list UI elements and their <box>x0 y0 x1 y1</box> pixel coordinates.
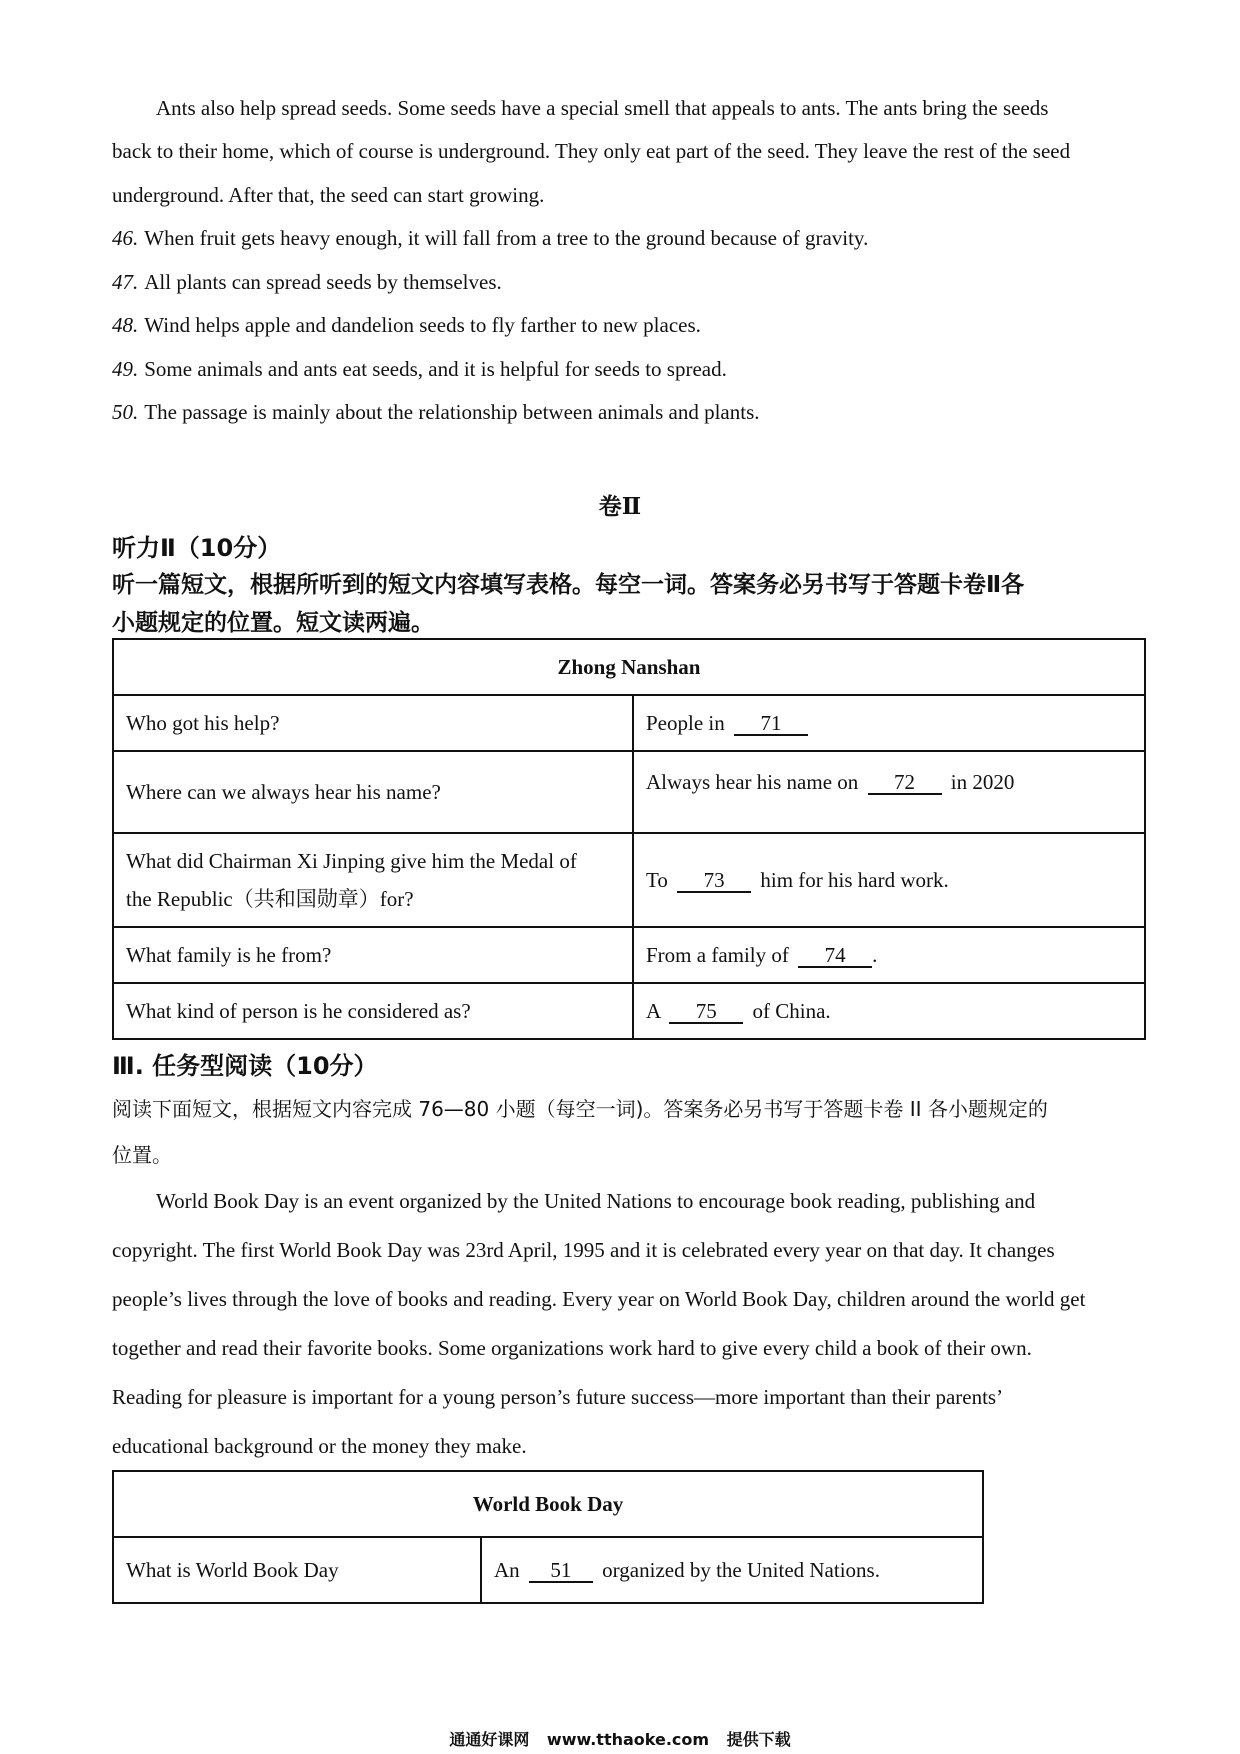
answer-prefix: Always hear his name on <box>646 770 859 794</box>
passage-line: together and read their favorite books. Some organizations work hard to give every child a book of their own. <box>112 1336 1032 1360</box>
footer-suffix: 提供下载 <box>726 1730 791 1749</box>
statement-49 <box>112 355 727 383</box>
statement-number: 49. <box>112 357 139 381</box>
statement-text: The passage is mainly about the relationship between animals and plants. <box>144 400 760 424</box>
statement-number: 48. <box>112 313 139 337</box>
table-row <box>113 833 1145 927</box>
passage-line: Reading for pleasure is important for a young person’s future success—more important than their parents’ <box>112 1385 1004 1409</box>
answer-suffix: organized by the United Nations. <box>602 1557 880 1582</box>
statement-number: 47. <box>112 270 139 294</box>
listening-instruction: 小题规定的位置。短文读两遍。 <box>112 610 434 636</box>
answer-prefix: People in <box>646 710 725 735</box>
passage-line: people’s lives through the love of books and reading. Every year on World Book Day, children around the world get <box>112 1287 1086 1311</box>
passage-line: educational background or the money they make. <box>112 1434 527 1458</box>
table-title: Zhong Nanshan <box>113 639 1145 695</box>
table-row <box>113 1537 983 1603</box>
listening-instruction: 听一篇短文，根据所听到的短文内容填写表格。每空一词。答案务必另书写于答题卡卷Ⅱ各 <box>112 572 1025 598</box>
statement-text: When fruit gets heavy enough, it will fall from a tree to the ground because of gravity. <box>144 226 869 250</box>
listening-table <box>112 638 1146 1040</box>
answer-suffix: him for his hard work. <box>760 867 949 892</box>
answer-blank: 75 <box>669 1000 743 1024</box>
table-row <box>113 927 1145 983</box>
answer-suffix: . <box>872 942 878 967</box>
page-footer <box>0 1727 1240 1750</box>
answer-prefix: An <box>494 1557 520 1582</box>
answer-prefix: To <box>646 867 668 892</box>
statement-text: Wind helps apple and dandelion seeds to fly farther to new places. <box>144 313 701 337</box>
listening-heading: 听力Ⅱ（10分） <box>112 534 282 562</box>
passage-line: back to their home, which of course is underground. They only eat part of the seed. They leave the rest of the seed <box>112 139 1071 163</box>
footer-url[interactable]: www.tthaoke.com <box>546 1730 710 1749</box>
statement-text: All plants can spread seeds by themselves. <box>144 270 502 294</box>
passage-line: copyright. The first World Book Day was 23rd April, 1995 and it is celebrated every year on that day. It changes <box>112 1238 1055 1262</box>
table-row <box>113 983 1145 1039</box>
answer-cell <box>633 833 1145 927</box>
question-cell: Who got his help? <box>113 695 633 751</box>
question-cell: What kind of person is he considered as? <box>113 983 633 1039</box>
table-row <box>113 751 1145 833</box>
statement-number: 50. <box>112 400 139 424</box>
answer-blank: 71 <box>734 712 808 736</box>
answer-blank: 73 <box>677 869 751 893</box>
statement-number: 46. <box>112 226 139 250</box>
answer-blank: 74 <box>798 944 872 968</box>
answer-blank: 51 <box>529 1559 593 1583</box>
question-line: the Republic（共和国勋章）for? <box>126 887 414 911</box>
table-row <box>113 695 1145 751</box>
question-cell: What family is he from? <box>113 927 633 983</box>
answer-prefix: From a family of <box>646 942 789 967</box>
answer-suffix: in 2020 <box>950 770 1015 794</box>
question-cell: Where can we always hear his name? <box>113 751 633 833</box>
answer-cell <box>633 927 1145 983</box>
footer-site-name: 通通好课网 <box>449 1730 530 1749</box>
table-title: World Book Day <box>113 1471 983 1537</box>
statement-47 <box>112 268 502 296</box>
world-book-day-table <box>112 1470 984 1604</box>
volume-title: 卷Ⅱ <box>598 494 642 519</box>
question-cell: What is World Book Day <box>113 1537 481 1603</box>
statement-48 <box>112 311 701 339</box>
task-reading-heading: Ⅲ. 任务型阅读（10分） <box>112 1052 378 1080</box>
answer-cell <box>633 751 1145 833</box>
answer-prefix: A <box>646 998 661 1023</box>
answer-cell <box>633 695 1145 751</box>
answer-blank: 72 <box>868 771 942 795</box>
answer-cell <box>633 983 1145 1039</box>
passage-line: underground. After that, the seed can start growing. <box>112 183 545 207</box>
question-line: What did Chairman Xi Jinping give him the Medal of <box>126 849 577 873</box>
statement-text: Some animals and ants eat seeds, and it is helpful for seeds to spread. <box>144 357 727 381</box>
statement-46 <box>112 224 868 252</box>
passage-line: Ants also help spread seeds. Some seeds have a special smell that appeals to ants. The ants bring the seeds <box>156 96 1049 120</box>
statement-50 <box>112 398 760 426</box>
question-cell <box>113 833 633 927</box>
task-reading-instruction: 阅读下面短文，根据短文内容完成 76—80 小题（每空一词)。答案务必另书写于答题卡卷 II 各小题规定的 <box>112 1097 1048 1121</box>
answer-cell <box>481 1537 983 1603</box>
passage-line: World Book Day is an event organized by the United Nations to encourage book reading, publishing and <box>156 1189 1036 1213</box>
task-reading-instruction: 位置。 <box>112 1143 172 1167</box>
answer-suffix: of China. <box>752 998 831 1023</box>
